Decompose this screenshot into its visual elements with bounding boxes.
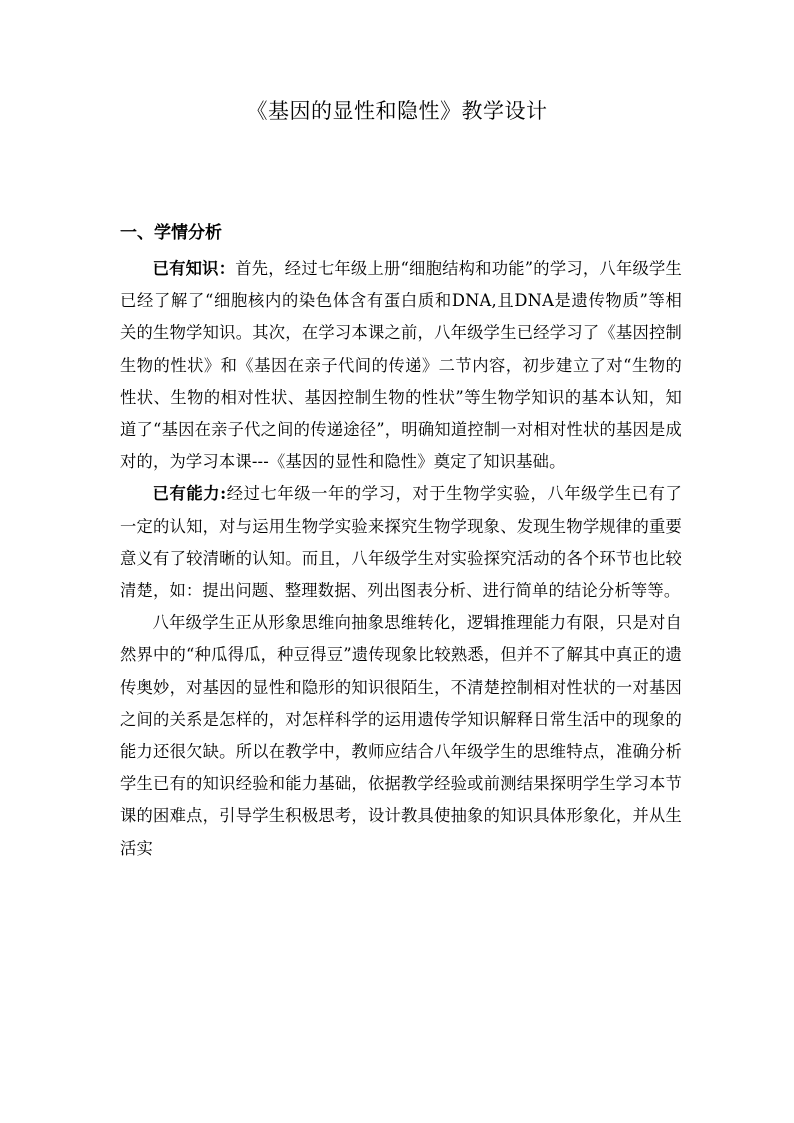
paragraph-existing-ability xyxy=(120,478,682,607)
section-heading: 一、学情分析 xyxy=(120,223,222,243)
paragraph-existing-knowledge xyxy=(120,253,682,478)
document-body xyxy=(120,253,682,865)
paragraph-text: 首先，经过七年级上册“细胞结构和功能”的学习，八年级学生已经了解了“细胞核内的染色体含有蛋白质和DNA,且DNA是遗传物质”等相关的生物学知识。其次，在学习本课之前，八年级学生已经学习了《基因控制生物的性状》和《基因在亲子代间的传递》二节内容，初步建立了对“生物的性状、生物的相对性状、基因控制生物的性状”等生物学知识的基本认知，知道了“基因在亲子代之间的传递途径”，明确知道控制一对相对性状的基因是成对的，为学习本课---《基因的显性和隐性》奠定了知识基础。 xyxy=(120,259,682,472)
paragraph-lead: 已有能力: xyxy=(152,484,227,504)
paragraph-text: 八年级学生正从形象思维向抽象思维转化，逻辑推理能力有限，只是对自然界中的“种瓜得瓜，种豆得豆”遗传现象比较熟悉，但并不了解其中真正的遗传奥妙，对基因的显性和隐形的知识很陌生，不清楚控制相对性状的一对基因之间的关系是怎样的，对怎样科学的运用遗传学知识解释日常生活中的现象的能力还很欠缺。所以在教学中，教师应结合八年级学生的思维特点，准确分析学生已有的知识经验和能力基础，依据教学经验或前测结果探明学生学习本节课的困难点，引导学生积极思考，设计教具使抽象的知识具体形象化，并从生活实 xyxy=(120,613,682,858)
paragraph-thinking-characteristics xyxy=(120,607,682,865)
paragraph-lead: 已有知识： xyxy=(152,259,236,278)
document-title: 《基因的显性和隐性》教学设计 xyxy=(246,99,548,123)
paragraph-text: 经过七年级一年的学习，对于生物学实验，八年级学生已有了一定的认知，对与运用生物学实验来探究生物学现象、发现生物学规律的重要意义有了较清晰的认知。而且，八年级学生对实验探究活动的各个环节也比较清楚，如：提出问题、整理数据、列出图表分析、进行简单的结论分析等等。 xyxy=(120,484,682,601)
